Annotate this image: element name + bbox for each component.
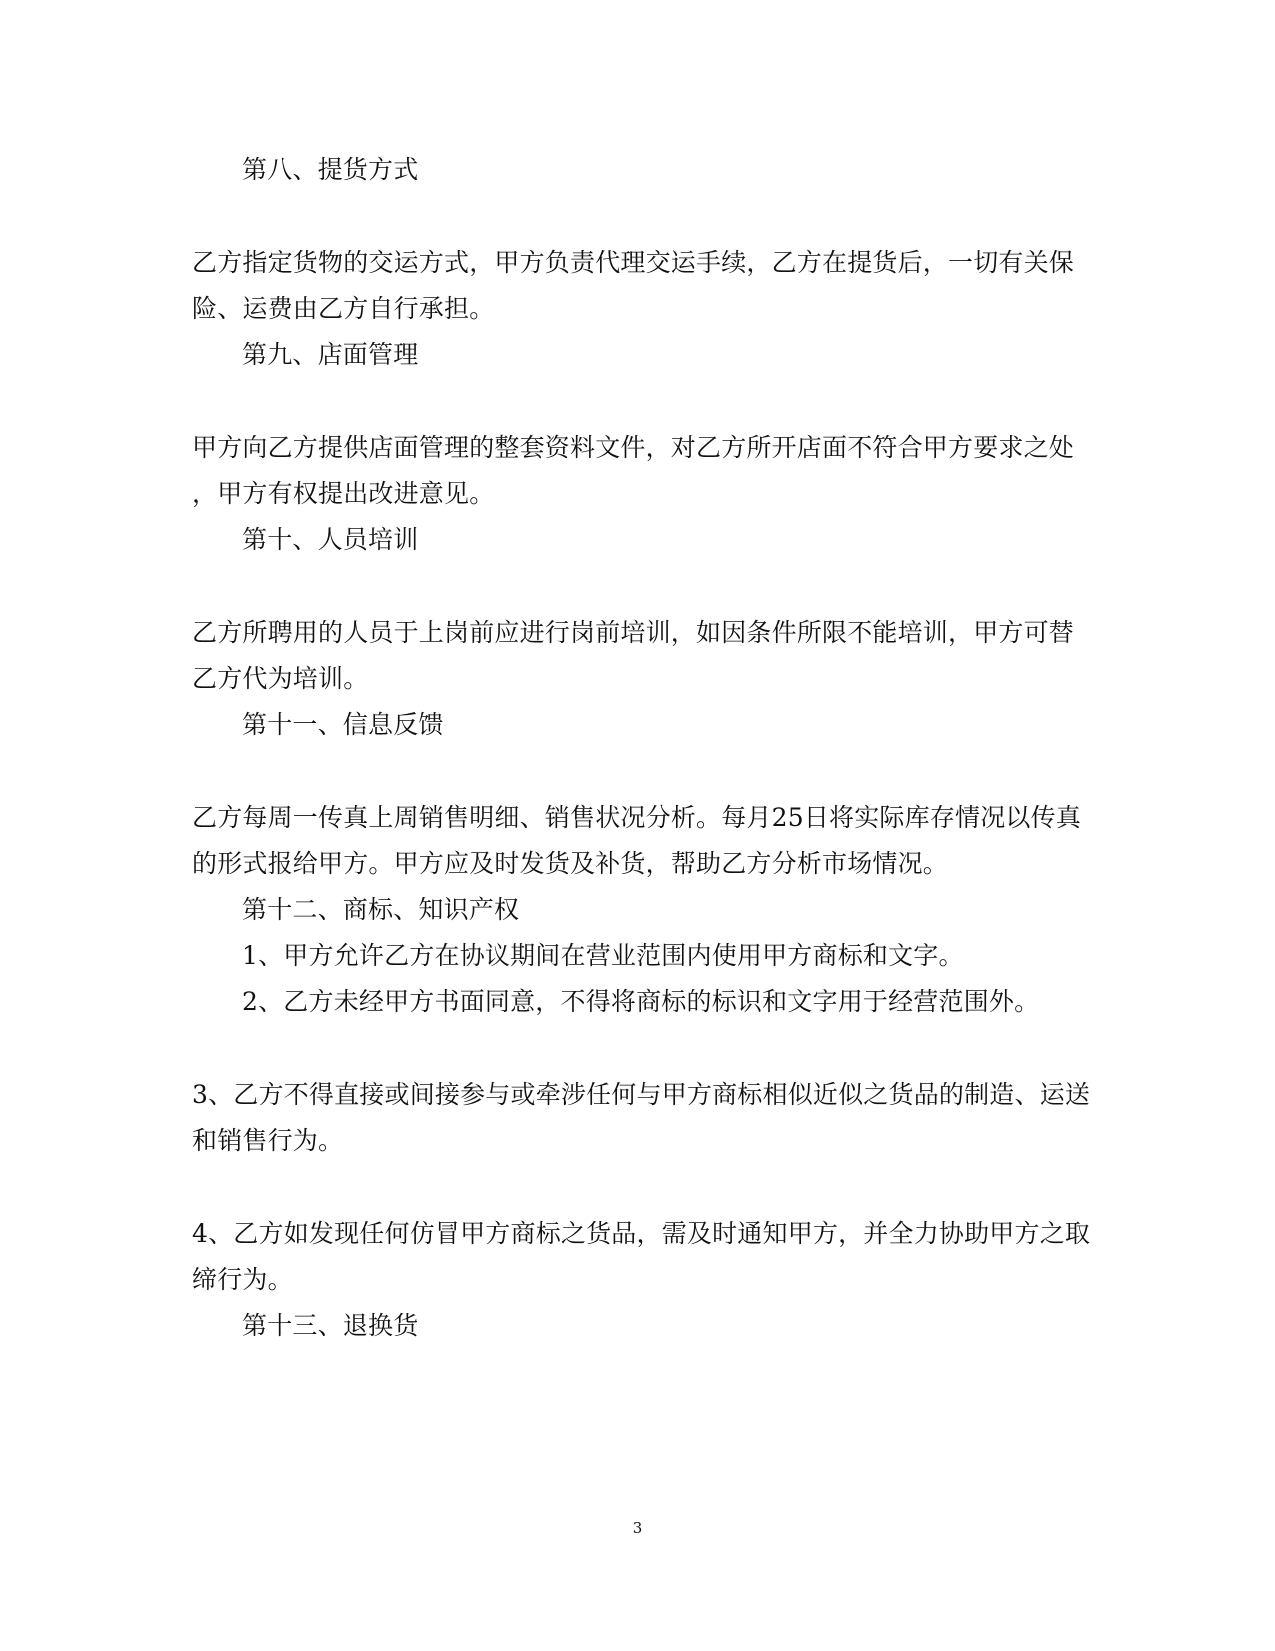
section-heading: 第九、店面管理 xyxy=(242,340,419,369)
paragraph-line: 的形式报给甲方。甲方应及时发货及补货，帮助乙方分析市场情况。 xyxy=(192,849,949,878)
section-heading: 第十二、商标、知识产权 xyxy=(242,895,520,924)
section-heading: 第十一、信息反馈 xyxy=(242,710,444,739)
list-item: 2、乙方未经甲方书面同意，不得将商标的标识和文字用于经营范围外。 xyxy=(242,987,1040,1016)
paragraph-line: ，甲方有权提出改进意见。 xyxy=(192,479,495,508)
list-item: 1、甲方允许乙方在协议期间在营业范围内使用甲方商标和文字。 xyxy=(242,941,964,970)
paragraph-line: 乙方所聘用的人员于上岗前应进行岗前培训，如因条件所限不能培训，甲方可替 xyxy=(192,618,1075,647)
paragraph-line: 乙方代为培训。 xyxy=(192,664,369,693)
paragraph-line: 甲方向乙方提供店面管理的整套资料文件，对乙方所开店面不符合甲方要求之处 xyxy=(192,433,1075,462)
paragraph-line: 乙方指定货物的交运方式，甲方负责代理交运手续，乙方在提货后，一切有关保 xyxy=(192,248,1075,277)
paragraph-line: 4、乙方如发现任何仿冒甲方商标之货品，需及时通知甲方，并全力协助甲方之取 xyxy=(192,1219,1091,1248)
section-heading: 第八、提货方式 xyxy=(242,155,419,184)
paragraph-line: 险、运费由乙方自行承担。 xyxy=(192,294,495,323)
paragraph-line: 3、乙方不得直接或间接参与或牵涉任何与甲方商标相似近似之货品的制造、运送 xyxy=(192,1080,1091,1109)
paragraph-line: 乙方每周一传真上周销售明细、销售状况分析。每月25日将实际库存情况以传真 xyxy=(192,803,1082,832)
section-heading: 第十三、退换货 xyxy=(242,1311,419,1340)
section-heading: 第十、人员培训 xyxy=(242,525,419,554)
paragraph-line: 和销售行为。 xyxy=(192,1126,344,1155)
paragraph-line: 缔行为。 xyxy=(192,1265,293,1294)
page-number: 3 xyxy=(632,1519,643,1537)
